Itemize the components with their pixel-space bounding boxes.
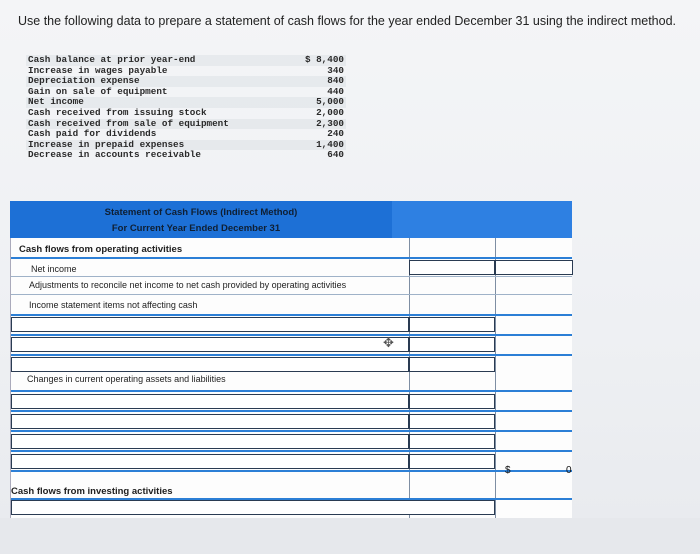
column-divider xyxy=(409,238,410,518)
operating-subtotal-value: 0 xyxy=(566,465,572,476)
given-row xyxy=(26,108,346,119)
given-label: Cash received from sale of equipment xyxy=(28,117,229,129)
row-separator xyxy=(11,294,572,295)
given-value: $ 8,400 xyxy=(304,54,344,65)
given-label: Increase in prepaid expenses xyxy=(28,138,185,150)
statement-header xyxy=(10,201,572,238)
change-amount-input[interactable] xyxy=(409,434,495,449)
adjustment-description-input[interactable] xyxy=(11,357,409,372)
adjustment-amount-input[interactable] xyxy=(409,357,495,372)
given-value: 2,300 xyxy=(316,117,344,129)
move-cursor-icon: ✥ xyxy=(383,335,394,350)
row-separator xyxy=(11,276,572,277)
given-label: Cash paid for dividends xyxy=(28,128,157,140)
instructions-text: Use the following data to prepare a statement of cash flows for the year ended December 31 using the indirect method. xyxy=(18,14,677,28)
given-label: Depreciation expense xyxy=(28,75,140,87)
changes-label: Changes in current operating assets and liabilities xyxy=(27,374,226,384)
given-label: Cash received from issuing stock xyxy=(28,106,207,118)
change-description-input[interactable] xyxy=(11,394,409,409)
change-amount-input[interactable] xyxy=(409,454,495,469)
row-separator xyxy=(11,450,572,452)
investing-activities-header: Cash flows from investing activities xyxy=(11,486,173,497)
adjustment-amount-input[interactable] xyxy=(409,317,495,332)
given-value: 640 xyxy=(327,149,344,161)
operating-activities-header: Cash flows from operating activities xyxy=(19,244,183,255)
income-items-label: Income statement items not affecting cash xyxy=(29,300,198,310)
given-label: Cash balance at prior year-end xyxy=(28,54,196,65)
investing-description-input[interactable] xyxy=(11,500,495,515)
statement-title: Statement of Cash Flows (Indirect Method) xyxy=(104,207,298,218)
net-income-label: Net income xyxy=(31,264,77,274)
change-description-input[interactable] xyxy=(11,414,409,429)
given-value: 340 xyxy=(327,64,344,76)
adjustments-label: Adjustments to reconcile net income to net cash provided by operating activities xyxy=(29,280,347,290)
row-separator xyxy=(11,390,572,392)
adjustment-description-input[interactable] xyxy=(11,317,409,332)
given-label: Net income xyxy=(28,96,84,108)
given-value: 2,000 xyxy=(316,106,344,118)
currency-symbol: $ xyxy=(505,465,511,476)
change-amount-input[interactable] xyxy=(409,394,495,409)
row-separator xyxy=(11,354,572,356)
given-value: 1,400 xyxy=(316,138,344,150)
given-label: Increase in wages payable xyxy=(28,64,168,76)
adjustment-description-input[interactable] xyxy=(11,337,409,352)
given-value: 240 xyxy=(327,128,344,140)
net-income-total-input[interactable] xyxy=(495,260,573,275)
adjustment-amount-input[interactable] xyxy=(409,337,495,352)
given-data-table xyxy=(26,55,346,161)
given-row xyxy=(26,55,346,66)
column-divider xyxy=(495,238,496,518)
given-row xyxy=(26,150,346,161)
row-separator xyxy=(11,430,572,432)
change-description-input[interactable] xyxy=(11,434,409,449)
row-separator xyxy=(11,257,572,259)
bottom-bar xyxy=(0,518,700,554)
change-amount-input[interactable] xyxy=(409,414,495,429)
given-value: 5,000 xyxy=(316,96,344,108)
given-label: Gain on sale of equipment xyxy=(28,85,168,97)
statement-subtitle: For Current Year Ended December 31 xyxy=(111,223,281,234)
net-income-amount-input[interactable] xyxy=(409,260,495,275)
change-description-input[interactable] xyxy=(11,454,409,469)
row-separator xyxy=(11,470,572,472)
header-edge xyxy=(392,201,572,238)
given-value: 840 xyxy=(327,75,344,87)
given-value: 440 xyxy=(327,85,344,97)
statement-grid xyxy=(10,238,572,518)
row-separator xyxy=(11,410,572,412)
given-label: Decrease in accounts receivable xyxy=(28,149,201,161)
row-separator xyxy=(11,314,572,316)
row-separator xyxy=(11,334,572,336)
